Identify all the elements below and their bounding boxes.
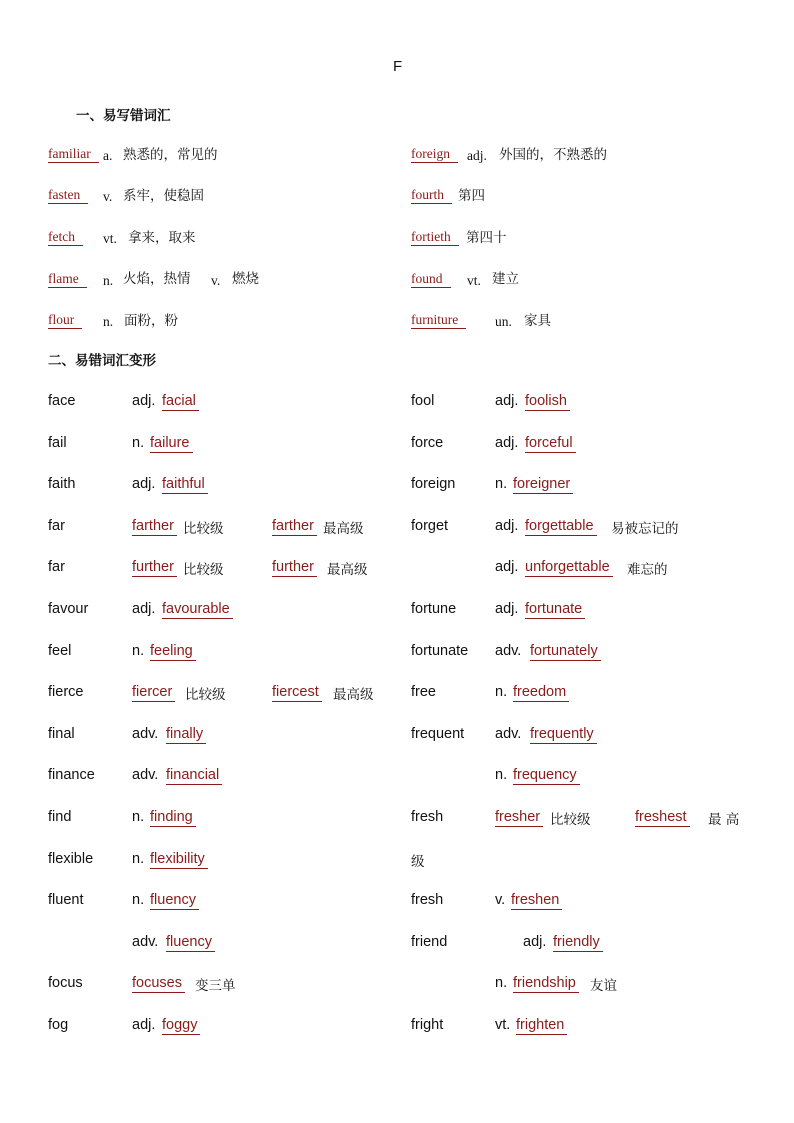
s2-left-note2-3: 最高级: [323, 521, 364, 537]
s1-right-word-1: fourth: [411, 187, 452, 204]
s2-right-pos-4: adj.: [495, 559, 519, 575]
s2-right-form-3: forgettable: [525, 518, 597, 536]
s1-right-pos-3: vt.: [467, 273, 481, 288]
s2-left-pos-2: adj.: [132, 476, 156, 492]
s2-left-form-0: facial: [162, 393, 199, 411]
s2-left-form-1: failure: [150, 435, 193, 453]
s2-right-pos-5: adj.: [495, 601, 519, 617]
s2-left-pos-6: n.: [132, 643, 145, 659]
s1-right-meaning-1: 第四: [458, 188, 485, 204]
s2-left-form-10: finding: [150, 809, 196, 827]
s1-left-word-4: flour: [48, 312, 82, 329]
s2-left-base-9: finance: [48, 767, 95, 783]
s2-left-form-4: further: [132, 559, 177, 577]
s1-left-word-2: fetch: [48, 229, 83, 246]
s2-right-base-15: fright: [411, 1017, 444, 1033]
s2-right-base-5: fortune: [411, 601, 457, 617]
s1-left-word-1: fasten: [48, 187, 88, 204]
s2-right-form-8: frequently: [530, 726, 597, 744]
s1-left-pos-1: v.: [103, 189, 113, 204]
s2-left-pos-10: n.: [132, 809, 145, 825]
s2-left-base-5: favour: [48, 601, 89, 617]
s2-right-form-15: frighten: [516, 1017, 567, 1035]
s2-right-pos-0: adj.: [495, 393, 519, 409]
s2-left-base-3: far: [48, 518, 65, 534]
s2-right-form-6: fortunately: [530, 643, 601, 661]
s2-left-note-14: 变三单: [195, 978, 236, 994]
s1-right-pos-4: un.: [495, 314, 512, 329]
s1-left-meaning-4: 面粉，粉: [124, 313, 178, 329]
s2-left-form-9: financial: [166, 767, 222, 785]
s2-left-pos-13: adv.: [132, 934, 159, 950]
s1-left-meaning-1: 系牢，使稳固: [123, 188, 204, 204]
s1-left-meaning-2: 拿来，取来: [128, 230, 196, 246]
s2-left-base-15: fog: [48, 1017, 69, 1033]
s2-right-base-13: friend: [411, 934, 448, 950]
s2-right-pos-8: adv.: [495, 726, 522, 742]
s2-left-form-14: focuses: [132, 975, 185, 993]
s2-right-note-14: 友谊: [590, 978, 617, 994]
s2-left-base-10: find: [48, 809, 72, 825]
s2-right-form-1: forceful: [525, 435, 576, 453]
s2-right-base-6: fortunate: [411, 643, 469, 659]
s2-left-form2-3: farther: [272, 518, 317, 536]
s2-right-pos-7: n.: [495, 684, 508, 700]
s1-right-meaning-4: 家具: [524, 313, 551, 329]
s2-left-pos-12: n.: [132, 892, 145, 908]
s1-left-word-3: flame: [48, 271, 87, 288]
s2-right-form-7: freedom: [513, 684, 569, 702]
s2-left-form-11: flexibility: [150, 851, 208, 869]
s2-right-base-0: fool: [411, 393, 435, 409]
s1-left-pos-3: n.: [103, 273, 114, 288]
s1-right-meaning-2: 第四十: [466, 230, 507, 246]
s2-right-base-7: free: [411, 684, 436, 700]
s2-right-pos-1: adj.: [495, 435, 519, 451]
s2-right-base-10: fresh: [411, 809, 444, 825]
s1-right-word-4: furniture: [411, 312, 466, 329]
s2-right-pos-2: n.: [495, 476, 508, 492]
s2-left-base-6: feel: [48, 643, 72, 659]
s2-right-pos-14: n.: [495, 975, 508, 991]
s2-left-base-2: faith: [48, 476, 76, 492]
s2-left-pos-11: n.: [132, 851, 145, 867]
s2-left-base-4: far: [48, 559, 65, 575]
s1-left-pos-0: a.: [103, 148, 113, 163]
s2-right-form-14: friendship: [513, 975, 579, 993]
s2-left-pos-0: adj.: [132, 393, 156, 409]
s2-left-form-15: foggy: [162, 1017, 200, 1035]
s2-right-form-12: freshen: [511, 892, 562, 910]
s1-right-word-0: foreign: [411, 146, 458, 163]
s2-left-base-11: flexible: [48, 851, 94, 867]
section1-heading: 一、易写错词汇: [76, 108, 171, 124]
s2-left-note2-4: 最高级: [327, 562, 368, 578]
s2-right-form-10: fresher: [495, 809, 543, 827]
s2-right-pos-3: adj.: [495, 518, 519, 534]
s2-left-base-12: fluent: [48, 892, 84, 908]
s1-right-meaning-3: 建立: [492, 271, 519, 287]
page-title: F: [393, 58, 403, 75]
s1-right-word-3: found: [411, 271, 451, 288]
section2-heading: 二、易错词汇变形: [48, 353, 156, 369]
s2-left-form-2: faithful: [162, 476, 208, 494]
s2-right-form-5: fortunate: [525, 601, 585, 619]
s1-right-meaning-0: 外国的，不熟悉的: [499, 147, 607, 163]
s2-right-form-0: foolish: [525, 393, 570, 411]
s2-left-note-7: 比较级: [185, 687, 226, 703]
s2-left-pos-8: adv.: [132, 726, 159, 742]
s2-right-form-9: frequency: [513, 767, 580, 785]
s2-right-base-1: force: [411, 435, 444, 451]
s2-right-note-4: 难忘的: [627, 562, 668, 578]
s2-left-base-7: fierce: [48, 684, 84, 700]
s1-left-pos-2: vt.: [103, 231, 117, 246]
s2-left-pos-1: n.: [132, 435, 145, 451]
s2-left-form2-4: further: [272, 559, 317, 577]
s2-left-form-12: fluency: [150, 892, 199, 910]
s2-right-form2-10: freshest: [635, 809, 690, 827]
s2-right-note-10: 比较级: [550, 812, 591, 828]
s2-left-base-14: focus: [48, 975, 83, 991]
s1-right-pos-0: adj.: [467, 148, 487, 163]
s2-right-base-12: fresh: [411, 892, 444, 908]
s2-left-form-3: farther: [132, 518, 177, 536]
s2-left-base-0: face: [48, 393, 76, 409]
s2-right-base-3: forget: [411, 518, 449, 534]
s2-right-form-2: foreigner: [513, 476, 573, 494]
s2-right-base-8: frequent: [411, 726, 465, 742]
s1-left-word-0: familiar: [48, 146, 99, 163]
s2-left-form-13: fluency: [166, 934, 215, 952]
s2-left-form2-7: fiercest: [272, 684, 322, 702]
s2-left-form-6: feeling: [150, 643, 196, 661]
s1-left-pos2-3: v.: [211, 273, 221, 288]
s2-left-pos-15: adj.: [132, 1017, 156, 1033]
s2-right-form-4: unforgettable: [525, 559, 613, 577]
s2-left-pos-5: adj.: [132, 601, 156, 617]
s1-right-word-2: fortieth: [411, 229, 459, 246]
s1-left-meaning2-3: 燃烧: [232, 271, 259, 287]
s2-left-note-4: 比较级: [183, 562, 224, 578]
s2-left-pos-9: adv.: [132, 767, 159, 783]
s1-left-meaning-3: 火焰，热情: [123, 271, 191, 287]
s2-left-form-7: fiercer: [132, 684, 175, 702]
s2-right-note-3: 易被忘记的: [611, 521, 679, 537]
s1-left-meaning-0: 熟悉的，常见的: [123, 147, 218, 163]
s2-right-pos-9: n.: [495, 767, 508, 783]
s1-left-pos-4: n.: [103, 314, 114, 329]
s2-left-base-8: final: [48, 726, 75, 742]
s2-right-pos-15: vt.: [495, 1017, 511, 1033]
s2-left-base-1: fail: [48, 435, 67, 451]
s2-left-note2-7: 最高级: [333, 687, 374, 703]
s2-right-pos-13: adj.: [523, 934, 547, 950]
s2-right-pos-12: v.: [495, 892, 506, 908]
s2-right-pos-6: adv.: [495, 643, 522, 659]
s2-right-base-2: foreign: [411, 476, 456, 492]
s2-left-form-5: favourable: [162, 601, 233, 619]
s2-right-form-13: friendly: [553, 934, 603, 952]
s2-right-base-11: 级: [411, 854, 425, 870]
s2-left-form-8: finally: [166, 726, 206, 744]
s2-left-note-3: 比较级: [183, 521, 224, 537]
s2-right-note2-10: 最 高: [708, 812, 740, 828]
